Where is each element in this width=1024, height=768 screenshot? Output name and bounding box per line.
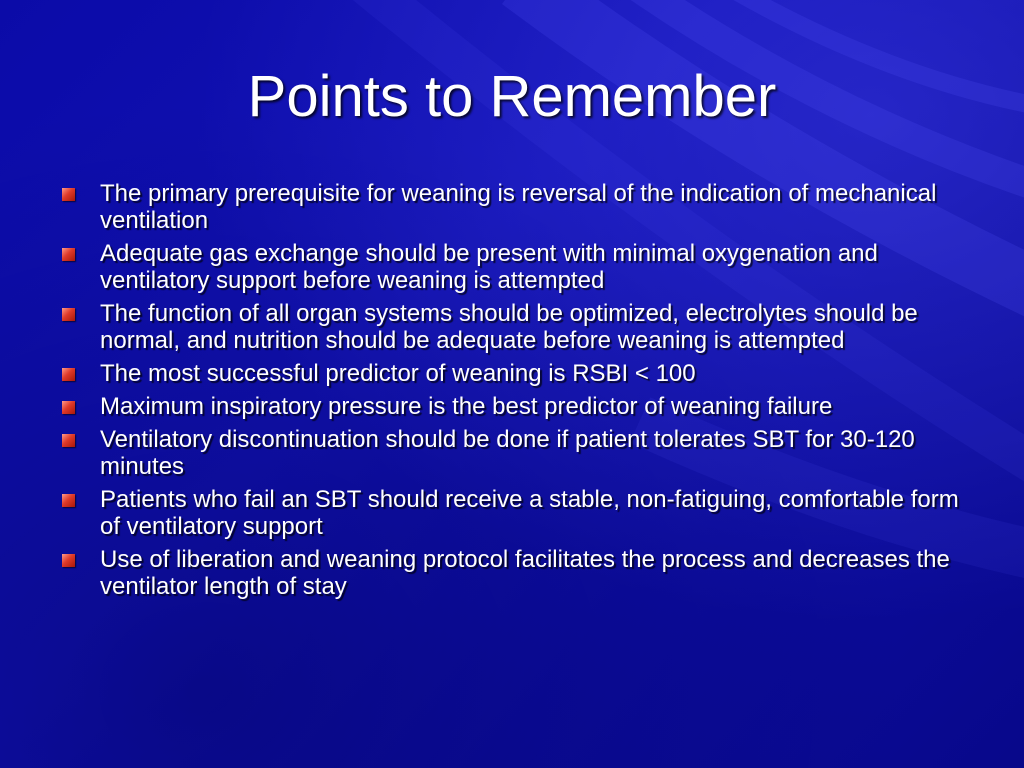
list-item xyxy=(58,180,963,234)
bullet-text: Patients who fail an SBT should receive a stable, non-fatiguing, comfortable form of ventilatory support xyxy=(100,486,959,540)
bullet-text: Ventilatory discontinuation should be done if patient tolerates SBT for 30-120 minutes xyxy=(100,426,915,480)
red-square-bullet-icon xyxy=(62,308,75,321)
list-item xyxy=(58,360,963,387)
bullet-text: Use of liberation and weaning protocol facilitates the process and decreases the ventilator length of stay xyxy=(100,546,950,600)
red-square-bullet-icon xyxy=(62,494,75,507)
list-item xyxy=(58,393,963,420)
bullet-text: Adequate gas exchange should be present with minimal oxygenation and ventilatory support before weaning is attempted xyxy=(100,240,878,294)
red-square-bullet-icon xyxy=(62,188,75,201)
list-item xyxy=(58,240,963,294)
list-item xyxy=(58,486,963,540)
list-item xyxy=(58,546,963,600)
bullet-text: Maximum inspiratory pressure is the best predictor of weaning failure xyxy=(100,393,833,420)
red-square-bullet-icon xyxy=(62,248,75,261)
bullet-text: The function of all organ systems should be optimized, electrolytes should be normal, and nutrition should be adequate before weaning is attempted xyxy=(100,300,918,354)
slide-title: Points to Remember xyxy=(247,64,777,129)
red-square-bullet-icon xyxy=(62,554,75,567)
bullet-text: The primary prerequisite for weaning is reversal of the indication of mechanical ventilation xyxy=(100,180,937,234)
red-square-bullet-icon xyxy=(62,368,75,381)
bullet-text: The most successful predictor of weaning is RSBI < 100 xyxy=(100,360,696,387)
red-square-bullet-icon xyxy=(62,434,75,447)
red-square-bullet-icon xyxy=(62,401,75,414)
bullet-list xyxy=(58,180,963,606)
list-item xyxy=(58,300,963,354)
list-item xyxy=(58,426,963,480)
